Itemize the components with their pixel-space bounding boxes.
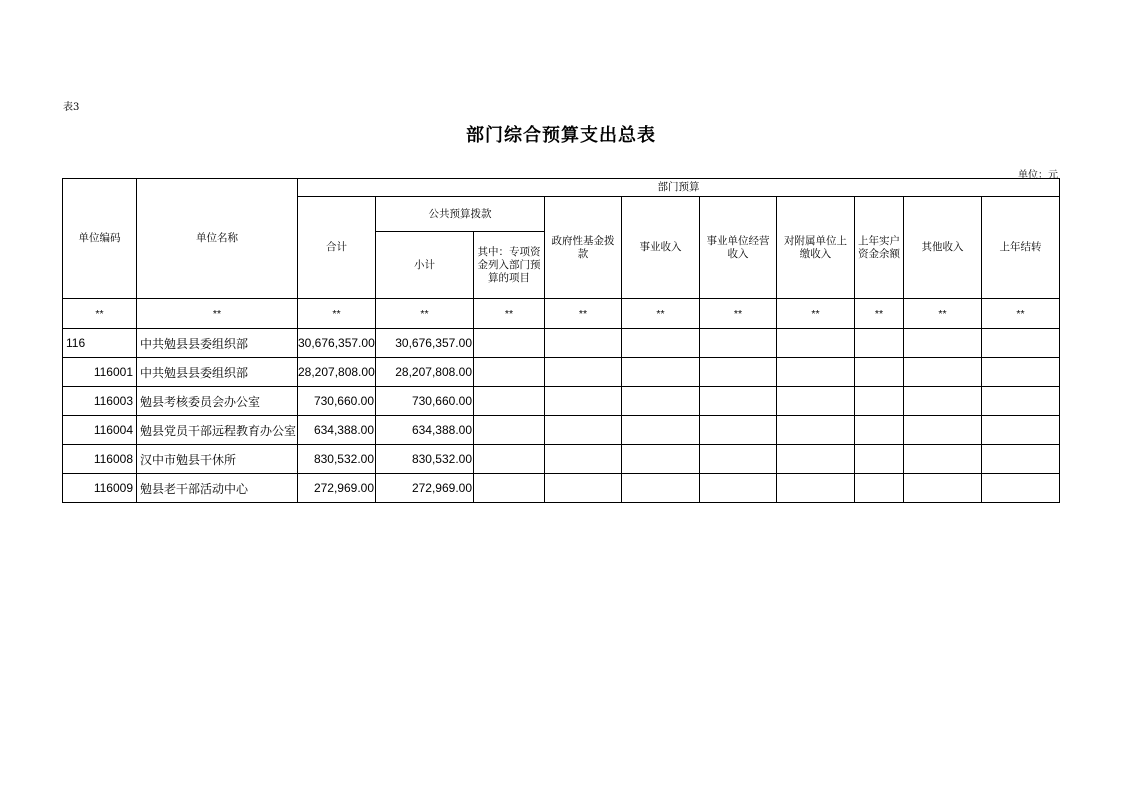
budget-expenditure-table: [62, 178, 1060, 503]
star-cell: **: [298, 299, 376, 329]
subtotal-cell: 830,532.00: [376, 445, 474, 474]
subtotal-cell: 634,388.00: [376, 416, 474, 445]
empty-cell: [622, 474, 700, 503]
header-public-budget: 公共预算拨款: [376, 197, 545, 232]
empty-cell: [855, 329, 904, 358]
empty-cell: [904, 358, 982, 387]
empty-cell: [982, 474, 1060, 503]
empty-cell: [855, 358, 904, 387]
empty-cell: [474, 445, 545, 474]
empty-cell: [545, 387, 622, 416]
empty-cell: [545, 474, 622, 503]
subtotal-cell: 730,660.00: [376, 387, 474, 416]
empty-cell: [700, 358, 777, 387]
header-prior-year-carryover: 上年结转: [982, 197, 1060, 299]
header-total: 合计: [298, 197, 376, 299]
unit-name-cell: 中共勉县县委组织部: [137, 358, 298, 387]
empty-cell: [622, 358, 700, 387]
empty-cell: [474, 387, 545, 416]
empty-cell: [777, 416, 855, 445]
star-cell: **: [63, 299, 137, 329]
empty-cell: [904, 416, 982, 445]
star-cell: **: [904, 299, 982, 329]
total-cell: 30,676,357.00: [298, 329, 376, 358]
subtotal-cell: 30,676,357.00: [376, 329, 474, 358]
total-cell: 830,532.00: [298, 445, 376, 474]
header-special-project: 其中：专项资金列入部门预算的项目: [474, 232, 545, 299]
empty-cell: [777, 387, 855, 416]
table-row: [63, 387, 1060, 416]
empty-cell: [474, 474, 545, 503]
header-unit-name: 单位名称: [137, 179, 298, 299]
unit-name-cell: 汉中市勉县干休所: [137, 445, 298, 474]
empty-cell: [855, 445, 904, 474]
header-gov-fund: 政府性基金拨款: [545, 197, 622, 299]
empty-cell: [777, 358, 855, 387]
header-dept-budget: 部门预算: [298, 179, 1060, 197]
unit-code-cell: 116001: [63, 358, 137, 387]
empty-cell: [904, 387, 982, 416]
star-cell: **: [137, 299, 298, 329]
header-business-income: 事业收入: [622, 197, 700, 299]
empty-cell: [700, 387, 777, 416]
table-row: [63, 329, 1060, 358]
empty-cell: [982, 329, 1060, 358]
empty-cell: [474, 329, 545, 358]
table-row: [63, 445, 1060, 474]
total-cell: 272,969.00: [298, 474, 376, 503]
star-cell: **: [622, 299, 700, 329]
star-cell: **: [982, 299, 1060, 329]
star-cell: **: [700, 299, 777, 329]
empty-cell: [622, 416, 700, 445]
star-cell: **: [855, 299, 904, 329]
empty-cell: [904, 474, 982, 503]
empty-cell: [777, 445, 855, 474]
subtotal-cell: 272,969.00: [376, 474, 474, 503]
header-unit-code: 单位编码: [63, 179, 137, 299]
header-prior-year-balance: 上年实户资金余额: [855, 197, 904, 299]
empty-cell: [545, 329, 622, 358]
empty-cell: [700, 474, 777, 503]
empty-cell: [904, 445, 982, 474]
star-cell: **: [376, 299, 474, 329]
header-business-operating-income: 事业单位经营收入: [700, 197, 777, 299]
total-cell: 730,660.00: [298, 387, 376, 416]
empty-cell: [545, 416, 622, 445]
star-cell: **: [777, 299, 855, 329]
empty-cell: [855, 387, 904, 416]
header-subtotal: 小计: [376, 232, 474, 299]
star-cell: **: [474, 299, 545, 329]
empty-cell: [982, 416, 1060, 445]
empty-cell: [700, 329, 777, 358]
empty-cell: [622, 387, 700, 416]
unit-code-cell: 116003: [63, 387, 137, 416]
empty-cell: [545, 358, 622, 387]
empty-cell: [982, 358, 1060, 387]
unit-label: 单位：元: [1018, 170, 1058, 181]
table-row: [63, 474, 1060, 503]
empty-cell: [777, 329, 855, 358]
empty-cell: [474, 416, 545, 445]
empty-cell: [622, 445, 700, 474]
star-cell: **: [545, 299, 622, 329]
sheet-label: 表3: [63, 102, 80, 113]
header-other-income: 其他收入: [904, 197, 982, 299]
total-cell: 634,388.00: [298, 416, 376, 445]
empty-cell: [982, 445, 1060, 474]
header-affiliated-income: 对附属单位上缴收入: [777, 197, 855, 299]
empty-cell: [855, 416, 904, 445]
star-row: [63, 299, 1060, 329]
empty-cell: [474, 358, 545, 387]
table-row: [63, 416, 1060, 445]
unit-name-cell: 勉县老干部活动中心: [137, 474, 298, 503]
page-title: 部门综合预算支出总表: [466, 125, 656, 146]
empty-cell: [545, 445, 622, 474]
unit-code-cell: 116004: [63, 416, 137, 445]
empty-cell: [982, 387, 1060, 416]
empty-cell: [777, 474, 855, 503]
unit-name-cell: 勉县考核委员会办公室: [137, 387, 298, 416]
table-row: [63, 358, 1060, 387]
unit-name-cell: 勉县党员干部远程教育办公室: [137, 416, 298, 445]
unit-code-cell: 116008: [63, 445, 137, 474]
empty-cell: [622, 329, 700, 358]
total-cell: 28,207,808.00: [298, 358, 376, 387]
empty-cell: [700, 416, 777, 445]
empty-cell: [904, 329, 982, 358]
unit-code-cell: 116: [63, 329, 137, 358]
unit-code-cell: 116009: [63, 474, 137, 503]
unit-name-cell: 中共勉县县委组织部: [137, 329, 298, 358]
subtotal-cell: 28,207,808.00: [376, 358, 474, 387]
empty-cell: [855, 474, 904, 503]
empty-cell: [700, 445, 777, 474]
